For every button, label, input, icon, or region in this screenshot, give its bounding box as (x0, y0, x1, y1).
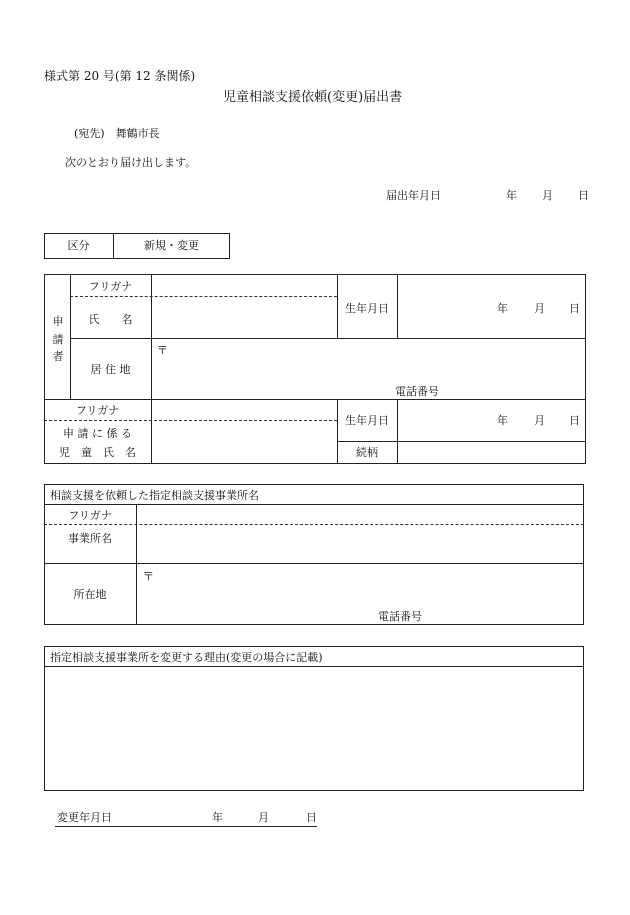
form-number: 様式第 20 号(第 12 条関係) (44, 69, 196, 83)
office-postal-mark[interactable]: 〒 (143, 570, 154, 583)
child-birth-day[interactable]: 日 (569, 414, 580, 427)
office-heading: 相談支援を依頼した指定相談支援事業所名 (50, 489, 259, 502)
office-name-field[interactable] (140, 508, 580, 560)
applicant-name-field[interactable] (155, 286, 333, 332)
applicant-birth-day[interactable]: 日 (569, 302, 580, 315)
applicant-address-label: 居 住 地 (90, 363, 131, 376)
child-name-label-2: 児 童 氏 名 (59, 446, 136, 459)
submit-year[interactable]: 年 (506, 189, 517, 202)
child-relation-label: 続柄 (356, 446, 378, 459)
applicant-birth-label: 生年月日 (345, 302, 389, 315)
child-name-field[interactable] (155, 404, 333, 460)
category-value[interactable]: 新規・変更 (144, 239, 199, 252)
child-birth-year[interactable]: 年 (497, 414, 508, 427)
applicant-postal-mark[interactable]: 〒 (157, 344, 168, 357)
office-name-label: 事業所名 (68, 532, 112, 545)
intro-text: 次のとおり届け出します。 (65, 156, 197, 169)
applicant-name-label: 氏 名 (88, 313, 133, 326)
submit-month[interactable]: 月 (542, 189, 553, 202)
submit-day[interactable]: 日 (578, 189, 589, 202)
child-furigana-label: フリガナ (75, 404, 120, 417)
change-month[interactable]: 月 (258, 811, 269, 824)
office-phone-label: 電話番号 (378, 610, 422, 623)
child-relation-field[interactable] (400, 443, 582, 461)
applicant-birth-month[interactable]: 月 (534, 302, 545, 315)
reason-field[interactable] (48, 670, 580, 787)
change-year[interactable]: 年 (212, 811, 223, 824)
page-title: 児童相談支援依頼(変更)届出書 (223, 90, 403, 105)
change-date-underline (55, 826, 317, 827)
applicant-birth-year[interactable]: 年 (497, 302, 508, 315)
change-day[interactable]: 日 (306, 811, 317, 824)
addressee: (宛先) 舞鶴市長 (74, 127, 160, 140)
child-name-label-1: 申 請 に 係 る (63, 427, 132, 440)
category-label: 区分 (67, 239, 90, 252)
applicant-side-label: 申 請 者 (52, 315, 64, 364)
office-furigana-label: フリガナ (68, 509, 112, 522)
child-birth-month[interactable]: 月 (534, 414, 545, 427)
applicant-furigana-label: フリガナ (88, 280, 133, 293)
office-address-label: 所在地 (73, 588, 107, 601)
reason-heading: 指定相談支援事業所を変更する理由(変更の場合に記載) (50, 651, 323, 664)
applicant-phone-label: 電話番号 (395, 385, 439, 398)
change-date-label: 変更年月日 (57, 811, 112, 824)
submit-date-label: 届出年月日 (386, 189, 441, 202)
child-birth-label: 生年月日 (345, 414, 389, 427)
